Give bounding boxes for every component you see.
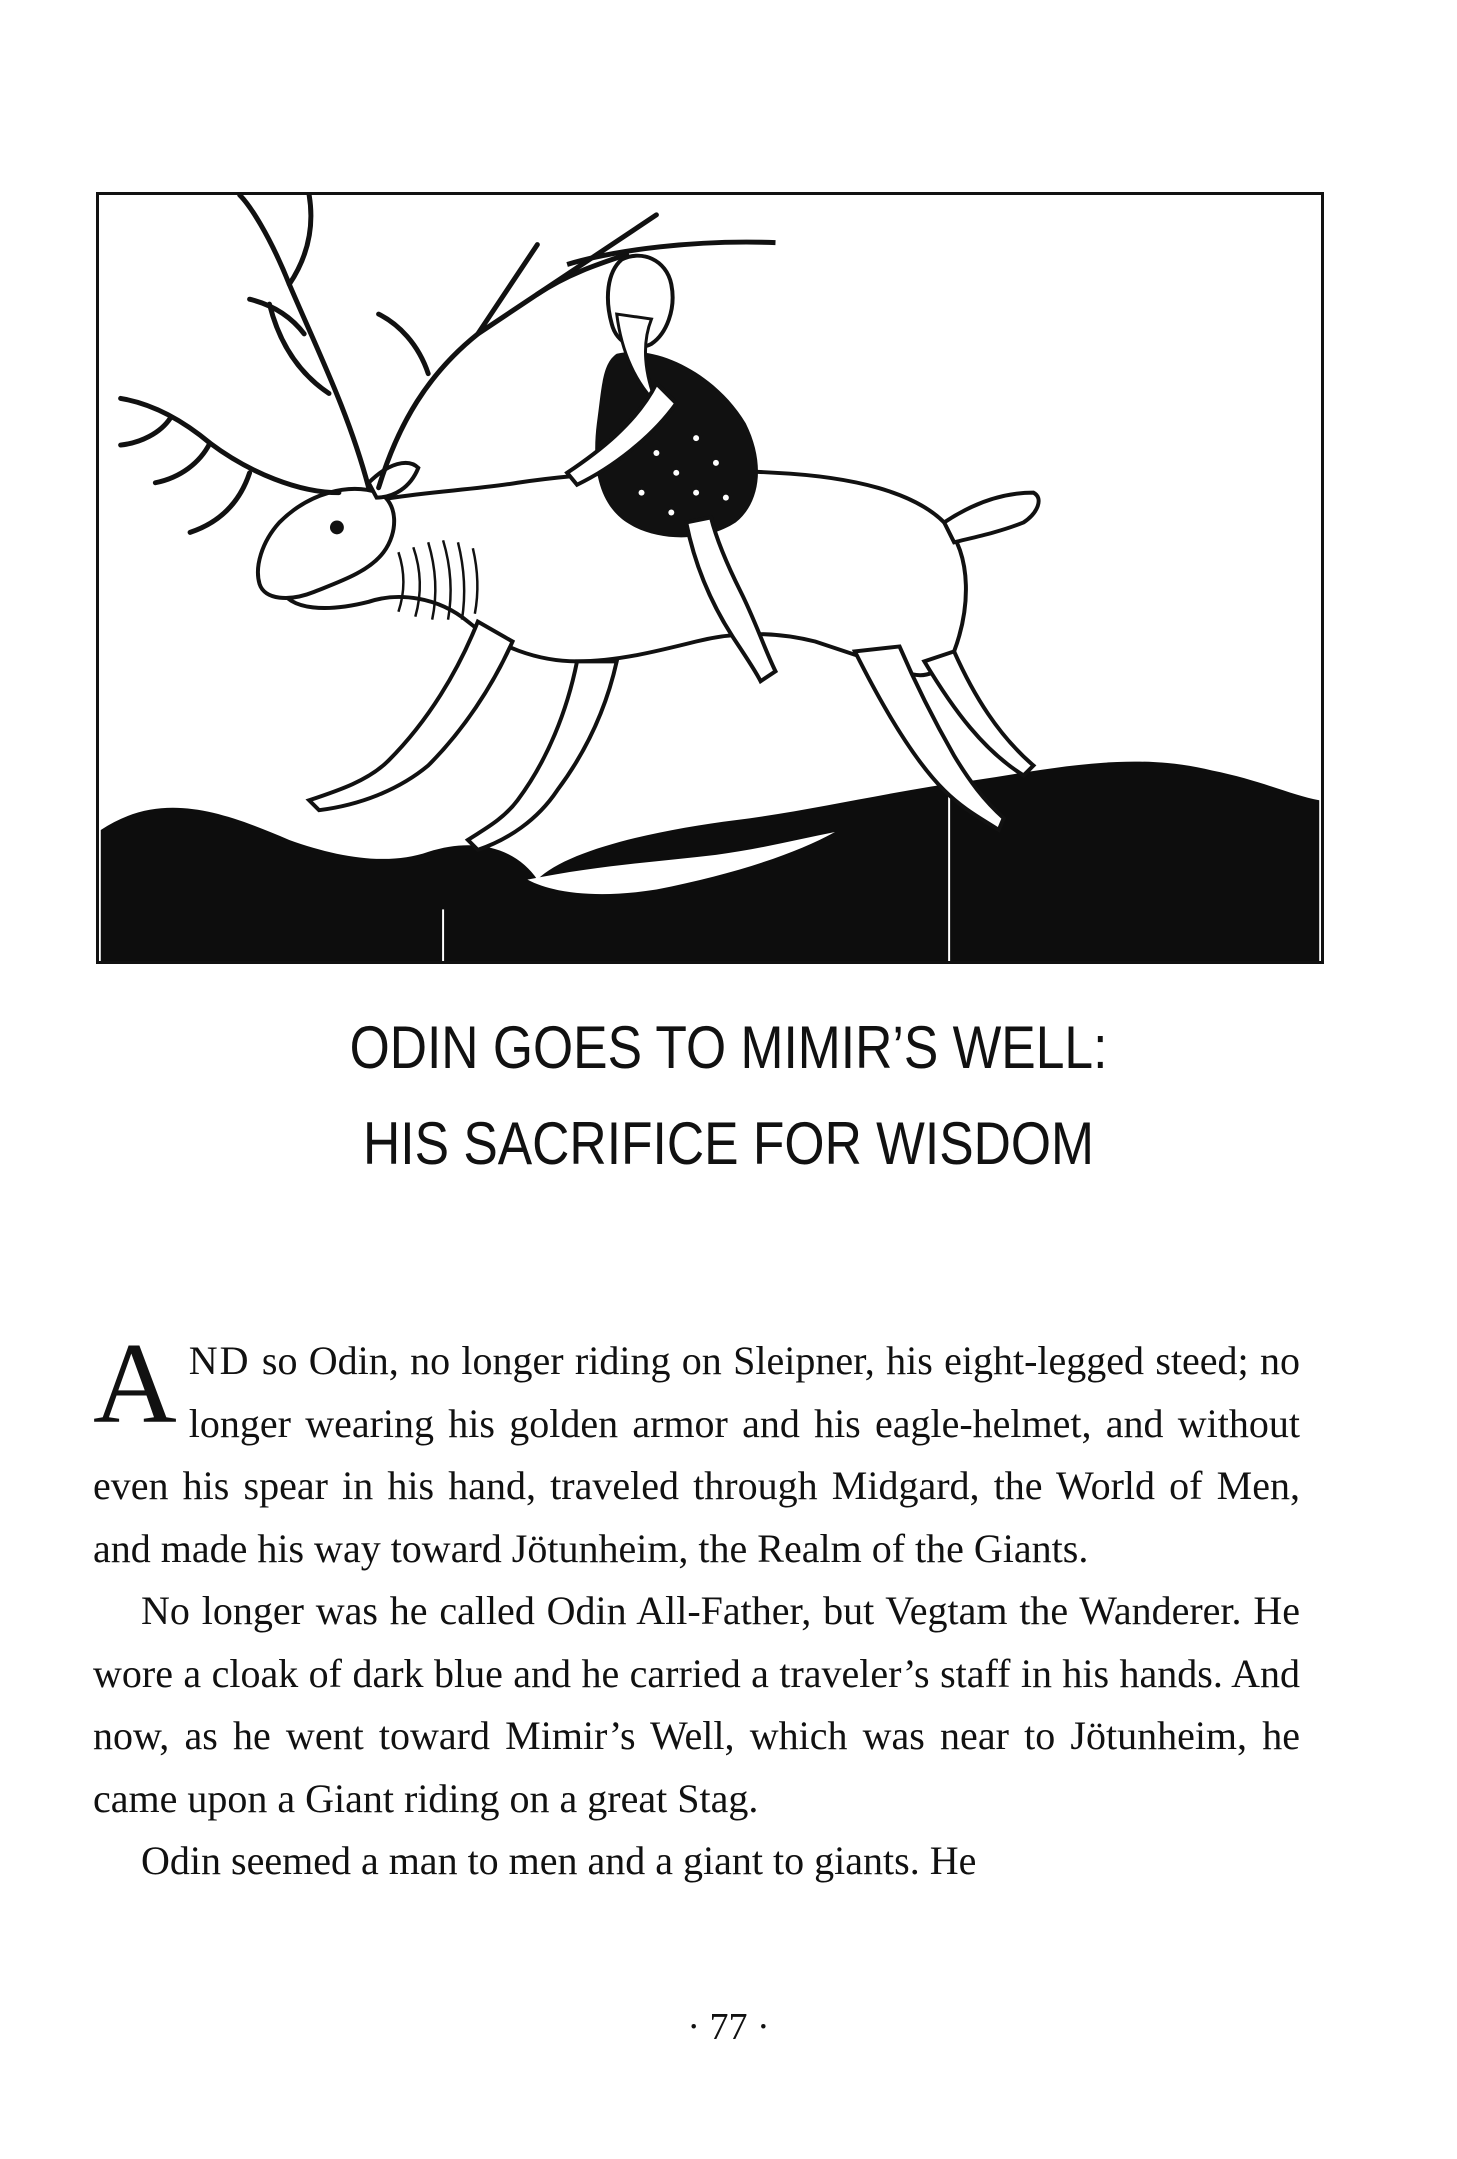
paragraph-1 [93,1320,1300,1580]
stag-ear [369,463,419,498]
chapter-title-line-1: ODIN GOES TO MIMIR’S WELL: [349,1014,1108,1081]
rider-on-stag-illustration [99,195,1321,961]
chapter-title-line-2: HIS SACRIFICE FOR WISDOM [362,1110,1095,1177]
illustration-frame [96,192,1324,964]
paragraph-1-text: so Odin, no longer riding on Sleipner, his eight-legged steed; no longer wearing his golden armor and his eagle-helmet, and without even his spear in his hand, traveled through Midgard, the World of Men, and made his way toward Jötunheim, the Realm of the Giants. [93,1338,1300,1571]
stag-tail [944,493,1038,543]
paragraph-2: No longer was he called Odin All-Father, but Vegtam the Wanderer. He wore a cloak of dark blue and he carried a traveler’s staff in his hands. And now, as he went toward Mimir’s Well, which was near to Jötunheim, he came upon a Giant riding on a great Stag. [93,1588,1300,1821]
paragraph-3: Odin seemed a man to men and a giant to giants. He [141,1838,977,1883]
body-text [93,1320,1300,1893]
page-number: · 77 · [687,2006,770,2048]
first-word-smallcaps: ND [188,1338,251,1383]
drop-cap: A [93,1320,177,1448]
stag-eye [330,520,344,534]
